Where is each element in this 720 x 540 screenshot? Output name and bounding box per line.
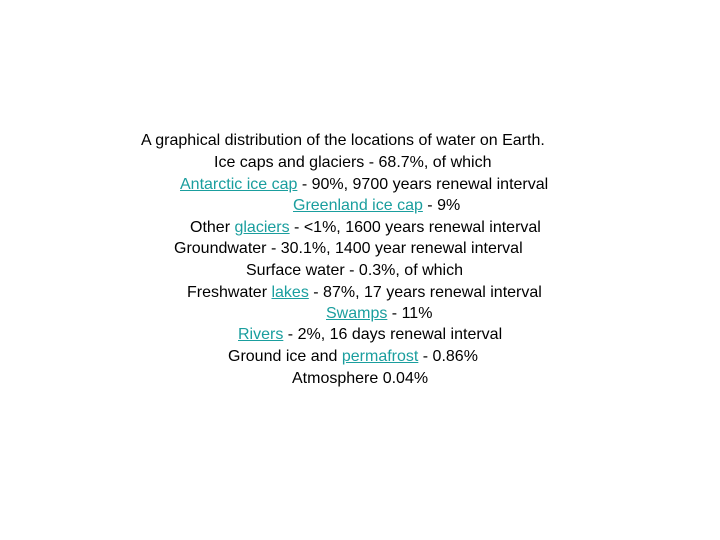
antarctic-detail: - 90%, 9700 years renewal interval bbox=[297, 176, 549, 193]
atmosphere-line: Atmosphere 0.04% bbox=[292, 370, 429, 387]
ground-ice-detail: - 0.86% bbox=[418, 348, 478, 365]
swamps-link[interactable]: Swamps bbox=[326, 305, 388, 322]
rivers-detail: - 2%, 16 days renewal interval bbox=[283, 326, 503, 343]
swamps-line bbox=[326, 304, 432, 325]
glaciers-line bbox=[190, 218, 541, 239]
surface-water-line: Surface water - 0.3%, of which bbox=[246, 262, 463, 279]
antarctic-line bbox=[180, 175, 548, 196]
caption-title: A graphical distribution of the locations of water on Earth. bbox=[141, 132, 545, 149]
lakes-detail: - 87%, 17 years renewal interval bbox=[308, 284, 542, 301]
ice-caps-line: Ice caps and glaciers - 68.7%, of which bbox=[214, 154, 492, 171]
ground-ice-prefix: Ground ice and bbox=[228, 348, 342, 365]
permafrost-link[interactable]: permafrost bbox=[341, 348, 419, 365]
groundwater-line: Groundwater - 30.1%, 1400 year renewal interval bbox=[174, 240, 523, 257]
greenland-ice-cap-link[interactable]: Greenland ice cap bbox=[293, 197, 423, 214]
lakes-prefix: Freshwater bbox=[187, 284, 272, 301]
glaciers-link[interactable]: glaciers bbox=[234, 219, 290, 236]
antarctic-ice-cap-link[interactable]: Antarctic ice cap bbox=[180, 176, 298, 193]
glaciers-prefix: Other bbox=[190, 219, 235, 236]
greenland-detail: - 9% bbox=[422, 197, 461, 214]
glaciers-detail: - <1%, 1600 years renewal interval bbox=[289, 219, 541, 236]
greenland-line bbox=[293, 196, 460, 217]
lakes-link[interactable]: lakes bbox=[271, 284, 309, 301]
rivers-line bbox=[238, 325, 502, 346]
swamps-detail: - 11% bbox=[387, 305, 433, 322]
rivers-link[interactable]: Rivers bbox=[238, 326, 284, 343]
ground-ice-line bbox=[228, 347, 478, 368]
lakes-line bbox=[187, 283, 542, 304]
